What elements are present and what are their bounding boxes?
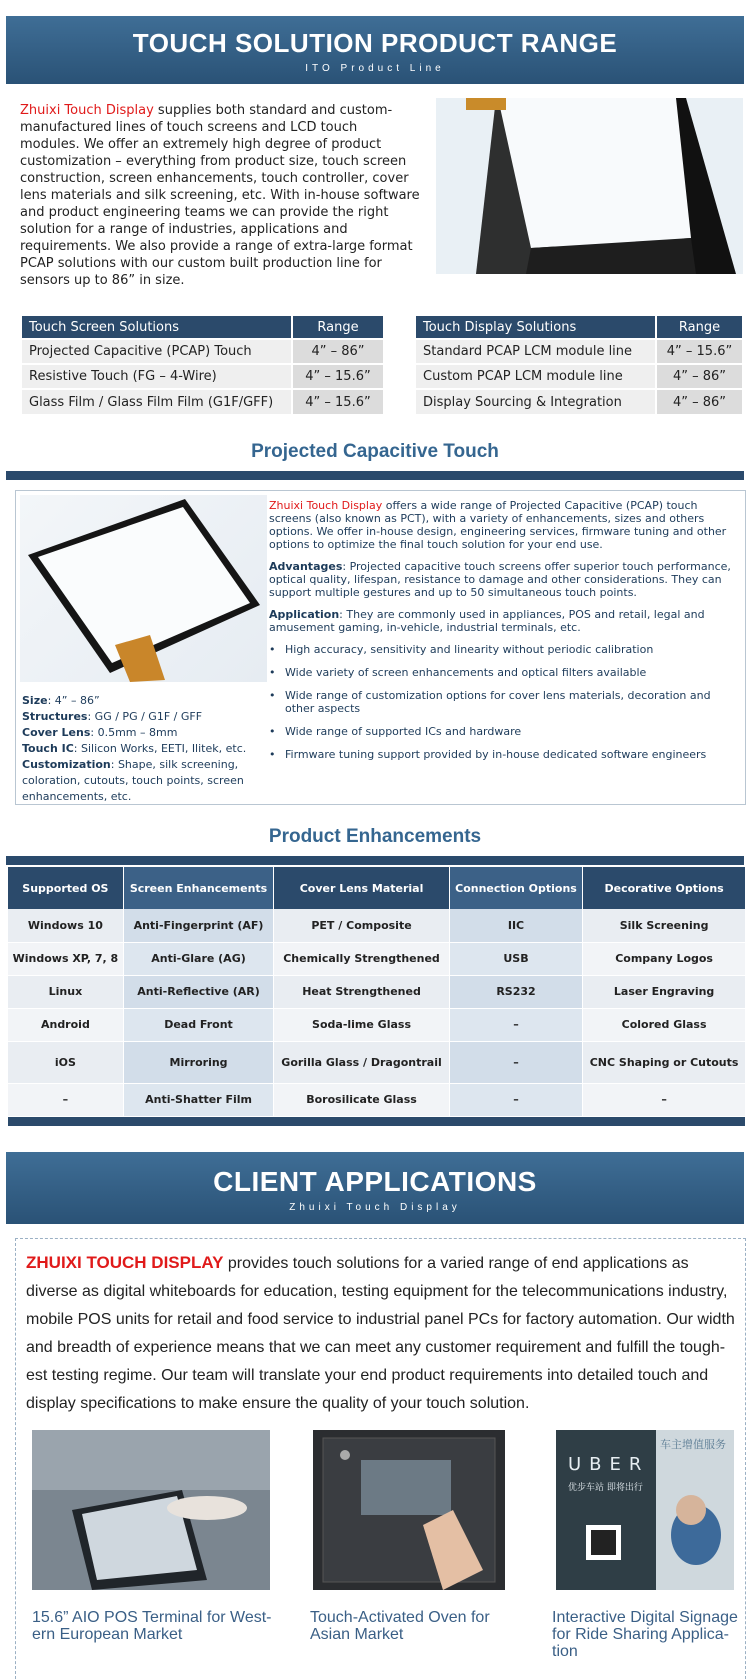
oven-image: [313, 1430, 505, 1590]
table-cell: 4” – 86”: [656, 389, 743, 414]
caption-oven: Touch-Activated Oven for Asian Market: [310, 1609, 490, 1643]
table-header: Cover Lens Material: [274, 867, 450, 909]
table-cell: IIC: [449, 909, 582, 942]
table-cell: Projected Capacitive (PCAP) Touch: [22, 339, 292, 364]
section-divider: [6, 471, 744, 480]
table-footer-bar: [8, 1116, 746, 1126]
table-cell: 4” – 15.6”: [292, 364, 384, 389]
table-cell: 4” – 15.6”: [292, 389, 384, 414]
table-cell: Laser Engraving: [583, 975, 746, 1008]
table-cell: Anti-Shatter Film: [123, 1083, 273, 1116]
table-row: [8, 975, 746, 1008]
banner-subtitle: ITO Product Line: [305, 63, 445, 74]
brand-name: ZHUIXI TOUCH DISPLAY: [26, 1253, 224, 1272]
table-cell: Windows 10: [8, 909, 123, 942]
enhancements-table: [8, 867, 746, 1127]
table-cell: Borosilicate Glass: [274, 1083, 450, 1116]
table-row: [8, 942, 746, 975]
table-cell: Anti-Fingerprint (AF): [123, 909, 273, 942]
caption-signage: Interactive Digital Signage for Ride Sharing Applica-tion: [552, 1609, 738, 1660]
table-header: Range: [656, 316, 743, 339]
table-cell: –: [449, 1083, 582, 1116]
pcap-bullet-list: [269, 643, 741, 761]
table-cell: Company Logos: [583, 942, 746, 975]
pcap-specs: [22, 693, 262, 805]
list-item: • High accuracy, sensitivity and linearity without periodic calibration: [269, 643, 741, 656]
banner-client-applications: [6, 1152, 744, 1224]
table-header: Touch Display Solutions: [416, 316, 656, 339]
pos-terminal-image: [32, 1430, 270, 1590]
table-cell: Custom PCAP LCM module line: [416, 364, 656, 389]
table-cell: 4” – 15.6”: [656, 339, 743, 364]
sign-text: UBER: [568, 1454, 650, 1475]
intro-text: supplies both standard and custom-manufactured lines of touch screens and LCD touch modules. We offer an extremely high degree of product customization – everything from product size, touch screen construction, screen enhancements, touch controller, cover lens materials and silk screening, etc. With in-house software and product engineering teams we can provide the right solution for a range of industries, applications and requirements. We also provide a range of extra-large format PCAP solutions with our custom built production line for sensors up to 86” in size.: [20, 103, 420, 288]
table-row: [8, 1041, 746, 1083]
table-header: Screen Enhancements: [123, 867, 273, 909]
table-cell: Display Sourcing & Integration: [416, 389, 656, 414]
table-cell: Gorilla Glass / Dragontrail: [274, 1041, 450, 1083]
table-cell: PET / Composite: [274, 909, 450, 942]
table-row: [416, 389, 743, 414]
brand-name: Zhuixi Touch Display: [269, 499, 383, 512]
touch-panel-image: [436, 98, 743, 274]
banner-title: CLIENT APPLICATIONS: [213, 1166, 537, 1197]
spec-structures: Structures: GG / PG / G1F / GFF: [22, 710, 203, 723]
spec-cover-lens: Cover Lens: 0.5mm – 8mm: [22, 726, 178, 739]
list-item: • Wide range of customization options for cover lens materials, decoration and other aspects: [269, 689, 741, 715]
list-item: • Wide range of supported ICs and hardware: [269, 725, 741, 738]
table-cell: USB: [449, 942, 582, 975]
table-cell: Soda-lime Glass: [274, 1008, 450, 1041]
pcap-description: Zhuixi Touch Display offers a wide range of Projected Capacitive (PCAP) touch screens (also known as PCT), with a variety of enhancements, sizes and others options. We offer in-house design, engineering services, firmware tuning and other options to optimize the final touch solution for your end use. Advantages: Projected capacitive touch screens offer superior touch performance, optical quality, lifespan, resistance to damage and other considerations. They can support multiple gestures and up to 50 simultaneous touch points. Application: They are commonly used in appliances, POS and retail, legal and amusement gaming, in-vehicle, industrial terminals, etc. • High accuracy, sensitivity and linearity without periodic calibration • Wide variety of screen enhancements and optical filters available • Wide range of customization options for cover lens materials, decoration and other aspects • Wide range of supported ICs and hardware • Firmware tuning support provided by in-house dedicated software engineers: [269, 499, 741, 771]
table-header: Connection Options: [449, 867, 582, 909]
brand-name: Zhuixi Touch Display: [20, 103, 154, 118]
table-row: [22, 339, 384, 364]
table-cell: Heat Strengthened: [274, 975, 450, 1008]
table-cell: Resistive Touch (FG – 4-Wire): [22, 364, 292, 389]
caption-pos-terminal: 15.6” AIO POS Terminal for West-ern European Market: [32, 1609, 272, 1643]
spec-customization: Customization: Shape, silk screening, coloration, cutouts, touch points, screen enhancements, etc.: [22, 758, 244, 803]
table-row: [8, 1008, 746, 1041]
enhancements-heading: Product Enhancements: [268, 826, 482, 847]
touch-display-solutions-table: [416, 316, 744, 414]
spec-size: Size: 4” – 86”: [22, 694, 100, 707]
list-item: • Wide variety of screen enhancements and optical filters available: [269, 666, 741, 679]
table-cell: Dead Front: [123, 1008, 273, 1041]
table-cell: iOS: [8, 1041, 123, 1083]
table-header: Decorative Options: [583, 867, 746, 909]
section-divider: [6, 856, 744, 865]
table-cell: –: [8, 1083, 123, 1116]
table-cell: Mirroring: [123, 1041, 273, 1083]
table-header: Range: [292, 316, 384, 339]
table-cell: Android: [8, 1008, 123, 1041]
table-cell: –: [583, 1083, 746, 1116]
table-row: [8, 909, 746, 942]
intro-paragraph: [20, 102, 420, 289]
table-header: Touch Screen Solutions: [22, 316, 292, 339]
pcap-touchscreen-image: [20, 495, 267, 682]
table-cell: Anti-Reflective (AR): [123, 975, 273, 1008]
table-cell: –: [449, 1008, 582, 1041]
touch-screen-solutions-table: [22, 316, 385, 414]
table-cell: Windows XP, 7, 8: [8, 942, 123, 975]
table-cell: CNC Shaping or Cutouts: [583, 1041, 746, 1083]
table-cell: Linux: [8, 975, 123, 1008]
client-paragraph: ZHUIXI TOUCH DISPLAY provides touch solutions for a varied range of end applications as diverse as digital whiteboards for education, testing equipment for the telecommunications industry, mobile POS units for retail and food service to industrial panel PCs for factory automation. Our width and breadth of experience means that we can meet any customer requirement and fulfill the tough-est testing regime. Our team will translate your end product requirements into detailed touch and display specifications to make ensure the quality of your touch solution.: [26, 1253, 735, 1412]
table-cell: Glass Film / Glass Film Film (G1F/GFF): [22, 389, 292, 414]
table-row: [416, 339, 743, 364]
table-header: Supported OS: [8, 867, 123, 909]
table-row: [8, 1083, 746, 1116]
pcap-heading: Projected Capacitive Touch: [251, 441, 499, 462]
banner-title: TOUCH SOLUTION PRODUCT RANGE: [132, 28, 618, 58]
table-cell: Colored Glass: [583, 1008, 746, 1041]
table-cell: Standard PCAP LCM module line: [416, 339, 656, 364]
table-cell: Silk Screening: [583, 909, 746, 942]
table-row: [22, 389, 384, 414]
table-cell: Chemically Strengthened: [274, 942, 450, 975]
table-cell: 4” – 86”: [656, 364, 743, 389]
digital-signage-image: [556, 1430, 734, 1590]
table-cell: RS232: [449, 975, 582, 1008]
list-item: • Firmware tuning support provided by in-house dedicated software engineers: [269, 748, 741, 761]
sign-cn-text: 优步车站 即将出行: [568, 1483, 643, 1493]
pcap-info-box: [15, 490, 746, 805]
spec-touch-ic: Touch IC: Silicon Works, EETI, Ilitek, etc.: [22, 742, 247, 755]
table-row: [416, 364, 743, 389]
table-cell: 4” – 86”: [292, 339, 384, 364]
sign-cn-text: 车主增值服务: [660, 1438, 726, 1451]
banner-subtitle: Zhuixi Touch Display: [289, 1202, 461, 1213]
table-cell: –: [449, 1041, 582, 1083]
table-row: [22, 364, 384, 389]
banner-product-range: [6, 16, 744, 84]
table-cell: Anti-Glare (AG): [123, 942, 273, 975]
